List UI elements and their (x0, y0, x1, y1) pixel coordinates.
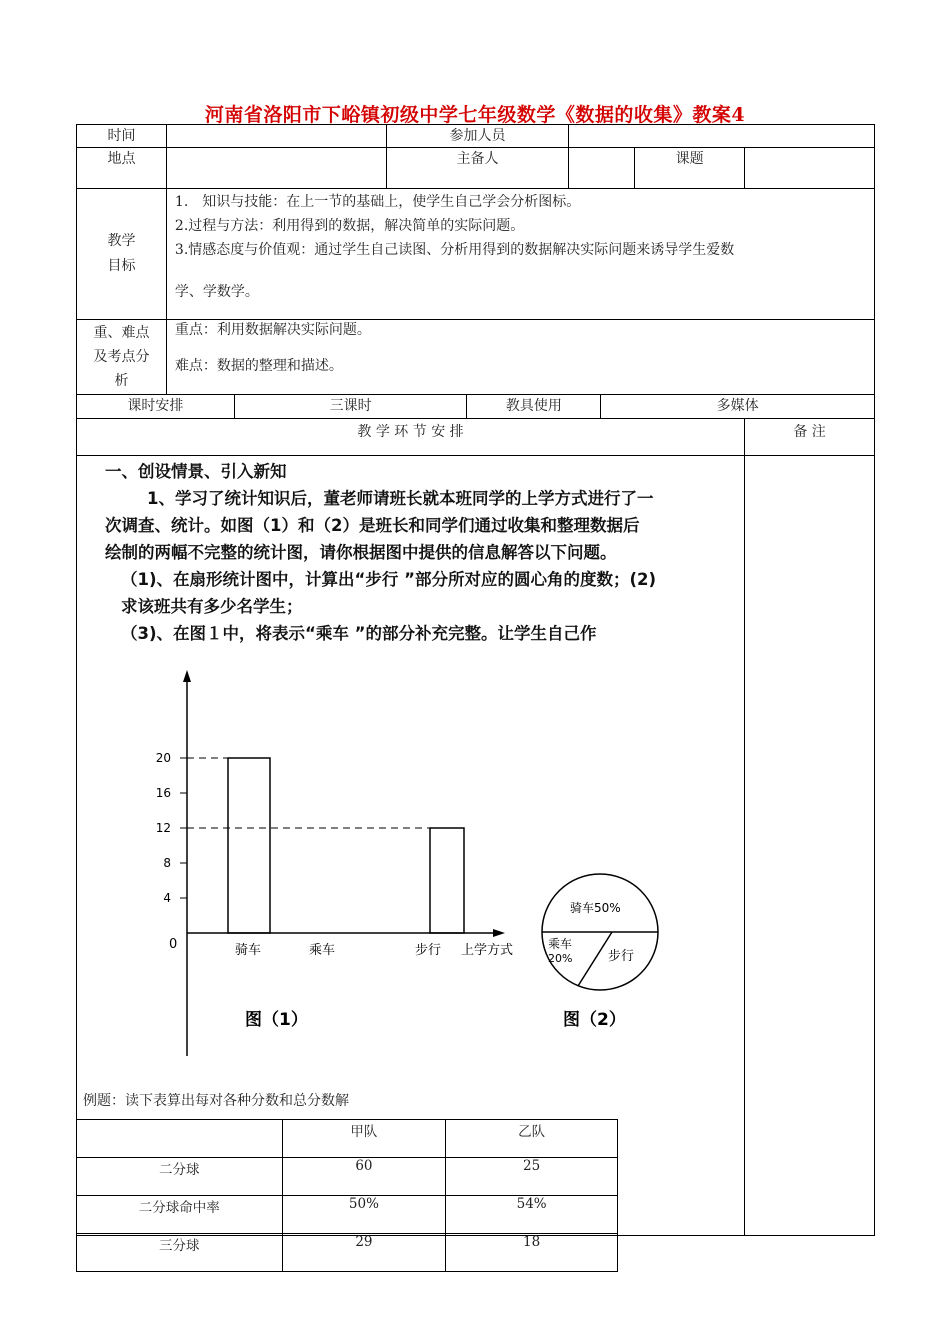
y-tick-label: 8 (163, 856, 171, 870)
x-axis-label: 上学方式 (461, 943, 514, 958)
arrangement-label: 教 学 环 节 安 排 (77, 419, 745, 456)
lesson-line: （3)、在图１中，将表示“乘车 ”的部分补充完整。让学生自己作 (121, 624, 597, 643)
hours-label: 课时安排 (77, 395, 235, 419)
lesson-plan-table (76, 124, 875, 1254)
x-category-label: 步行 (415, 943, 442, 958)
score-cell: 25 (446, 1158, 618, 1196)
y-tick-label: 12 (155, 821, 171, 835)
goals-label (77, 189, 167, 320)
key-points-label (77, 320, 167, 395)
preparer-value[interactable] (569, 148, 635, 189)
pie-slice-label: 骑车50% (570, 901, 621, 915)
bar-chart-title: 图（1） (245, 1010, 308, 1030)
focus-text: 重点：利用数据解决实际问题。 (174, 322, 371, 338)
place-value[interactable] (166, 148, 386, 189)
participants-label: 参加人员 (386, 125, 569, 148)
goals-label-1: 教学 (107, 233, 136, 249)
hours-value: 三课时 (234, 395, 467, 419)
time-value[interactable] (166, 125, 386, 148)
y-tick-label: 16 (155, 786, 171, 800)
page-title: 河南省洛阳市下峪镇初级中学七年级数学《数据的收集》教案4 (204, 104, 746, 126)
score-cell: 二分球命中率 (77, 1196, 283, 1234)
topic-label: 课题 (635, 148, 745, 189)
key-points-content (166, 320, 874, 395)
score-cell: 60 (282, 1158, 446, 1196)
goal-item: 3.情感态度与价值观：通过学生自己读图、分析用得到的数据解决实际问题来诱导学生爱数 (174, 242, 735, 258)
lesson-line: （1)、在扇形统计图中，计算出“步行 ”部分所对应的圆心角的度数；(2) (121, 570, 657, 589)
origin-label: 0 (169, 937, 178, 952)
y-tick-label: 4 (163, 891, 171, 905)
pie-slice-boundary (578, 932, 612, 986)
key-label-3: 析 (114, 373, 129, 389)
tools-value: 多媒体 (601, 395, 875, 419)
tools-label: 教具使用 (467, 395, 601, 419)
lesson-line: 1、学习了统计知识后，董老师请班长就本班同学的上学方式进行了一 (147, 489, 654, 508)
preparer-label: 主备人 (386, 148, 569, 189)
goal-item: 学、学数学。 (174, 284, 259, 300)
pie-chart-title: 图（2） (563, 1010, 626, 1030)
notes-column[interactable] (745, 456, 875, 1236)
participants-value[interactable] (569, 125, 875, 148)
lesson-heading: 一、创设情景、引入新知 (105, 462, 287, 481)
score-cell: 二分球 (77, 1158, 283, 1196)
lesson-line: 次调查、统计。如图（1）和（2）是班长和同学们通过收集和整理数据后 (105, 516, 640, 535)
score-header-cell: 乙队 (446, 1120, 618, 1158)
goal-item: 1. 知识与技能：在上一节的基础上，使学生自己学会分析图标。 (174, 194, 581, 210)
lesson-text (105, 458, 720, 647)
table-row (77, 1158, 618, 1196)
bar (228, 758, 270, 933)
pie-slice-label: 步行 (608, 949, 635, 964)
y-axis-arrow (183, 670, 191, 682)
difficulty-text: 难点：数据的整理和描述。 (174, 358, 343, 374)
score-header-cell (77, 1120, 283, 1158)
lesson-line: 求该班共有多少名学生； (121, 597, 303, 616)
x-axis-arrow (493, 929, 505, 937)
pie-chart (542, 874, 658, 1030)
place-label: 地点 (77, 148, 167, 189)
key-label-2: 及考点分 (93, 349, 150, 365)
score-header-cell: 甲队 (282, 1120, 446, 1158)
score-cell: 50% (282, 1196, 446, 1234)
table-row (77, 1196, 618, 1234)
lesson-line: 绘制的两幅不完整的统计图，请你根据图中提供的信息解答以下问题。 (105, 543, 617, 562)
score-table (76, 1119, 618, 1272)
pie-slice-label: 20% (548, 952, 573, 965)
example-intro: 例题：读下表算出每对各种分数和总分数解 (83, 1093, 349, 1109)
goals-content (166, 189, 874, 320)
x-category-label: 乘车 (309, 943, 336, 958)
table-row (77, 1234, 618, 1272)
notes-label: 备 注 (745, 419, 875, 456)
x-category-label: 骑车 (235, 943, 262, 958)
pie-slice-label: 乘车 (548, 937, 573, 951)
bar-chart (156, 670, 513, 1056)
bar (430, 828, 464, 933)
lesson-content (77, 456, 745, 1254)
time-label: 时间 (77, 125, 167, 148)
key-label-1: 重、难点 (93, 325, 150, 341)
topic-value[interactable] (745, 148, 875, 189)
score-cell: 29 (282, 1234, 446, 1272)
score-cell: 18 (446, 1234, 618, 1272)
score-cell: 三分球 (77, 1234, 283, 1272)
goals-label-2: 目标 (107, 258, 136, 274)
score-cell: 54% (446, 1196, 618, 1234)
goal-item: 2.过程与方法：利用得到的数据，解决简单的实际问题。 (174, 218, 525, 234)
y-tick-label: 20 (155, 751, 171, 765)
charts-figure (77, 666, 717, 1056)
